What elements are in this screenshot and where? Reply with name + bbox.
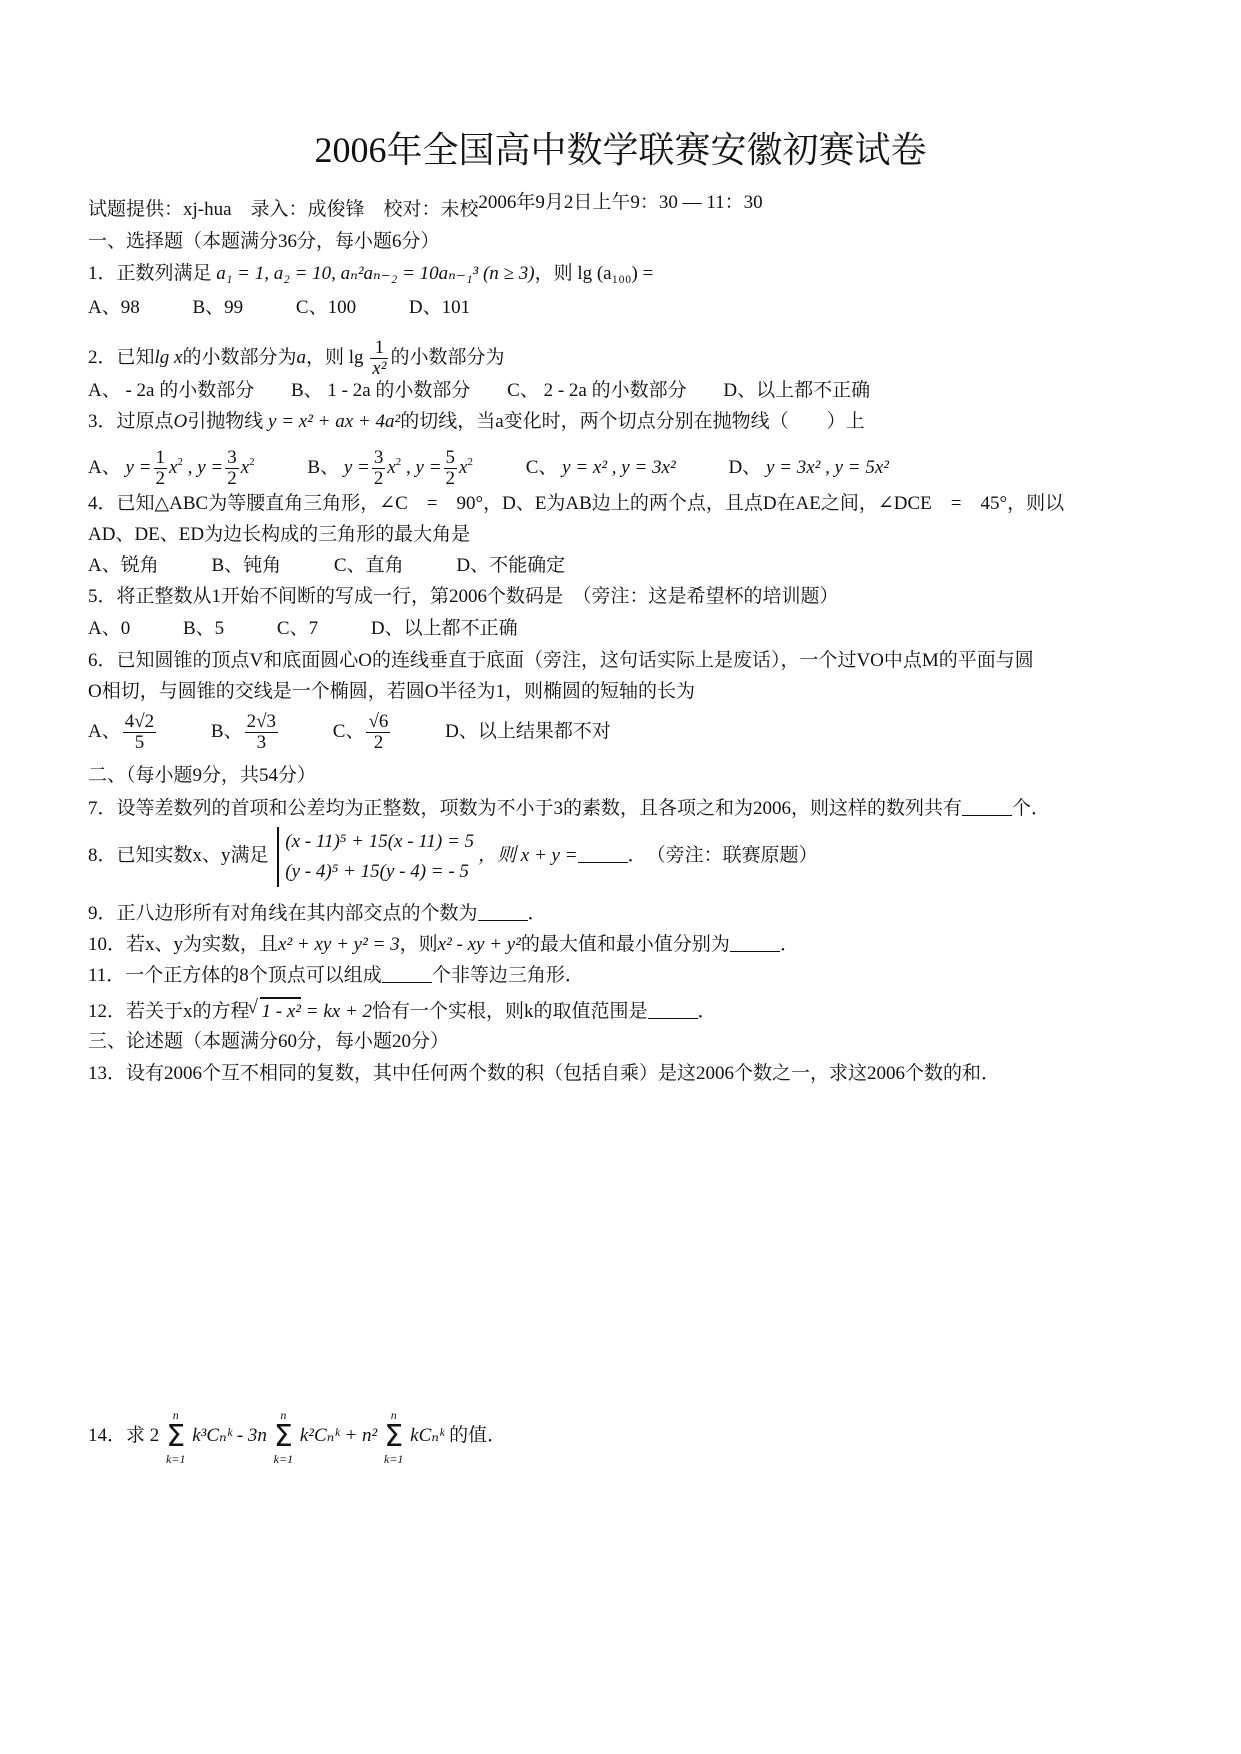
- question-6: 6．已知圆锥的顶点V和底面圆心O的连线垂直于底面（旁注，这句话实际上是废话），一个过VO中点M的平面与圆: [88, 650, 1034, 671]
- question-10: 10．若x、y为实数，且x² + xy + y² = 3，则x² - xy + y²的最大值和最小值分别为 ．: [88, 934, 799, 955]
- q6-options: [88, 712, 659, 753]
- q4-options: [88, 553, 613, 579]
- question-7: 7．设等差数列的首项和公差均为正整数，项数为不小于3的素数，且各项之和为2006，则这样的数列共有 个．: [88, 798, 1051, 819]
- q1-option-b: B、99: [192, 297, 244, 318]
- q1-option-c: C、100: [295, 297, 357, 318]
- q2-options: [88, 378, 918, 404]
- q3-option-b: B、 y = $\frac{3}{2}$ $x^2$ , y = $\frac{5}{2}$ $x^2$: [307, 447, 473, 490]
- q5-option-b: B、5: [182, 618, 225, 639]
- summation-icon: n Σ k=1: [166, 1407, 186, 1466]
- q5-option-c: C、7: [276, 618, 319, 639]
- exam-time: 2006年9月2日上午9：30 — 11：30: [478, 192, 763, 213]
- question-9: 9．正八边形所有对角线在其内部交点的个数为 ．: [88, 903, 547, 924]
- section-heading-1: 一、选择题（本题满分36分，每小题6分）: [88, 231, 440, 252]
- question-6-cont: O相切，与圆锥的交线是一个椭圆，若圆O半径为1，则椭圆的短轴的长为: [88, 681, 695, 702]
- question-11: 11．一个正方体的8个顶点可以组成 个非等边三角形．: [88, 965, 584, 986]
- q4-option-a: A、锐角: [88, 555, 159, 576]
- section-heading-3: 三、论述题（本题满分60分，每小题20分）: [88, 1031, 450, 1052]
- question-3: 3．过原点O引抛物线 y = x² + ax + 4a²的切线，当a变化时，两个切点分别在抛物线（ ）上: [88, 411, 865, 432]
- q2-option-a: A、 - 2a 的小数部分: [88, 380, 255, 401]
- q1-option-d: D、101: [408, 297, 471, 318]
- answer-blank[interactable]: [962, 797, 1012, 816]
- section-heading-2: 二、（每小题9分，共54分）: [88, 765, 317, 786]
- sqrt-symbol: √ 1 - x²: [260, 997, 301, 1025]
- q2-fraction: $\frac{1}{\text{x²}}$: [372, 337, 387, 379]
- q6-option-a: A、 $\frac{4√2}{5}$: [88, 711, 155, 754]
- q3-option-d: D、 y = 3x² , y = 5x²: [728, 457, 889, 478]
- summation-icon: n Σ k=1: [383, 1407, 404, 1466]
- question-4: 4．已知△ABC为等腰直角三角形，∠C = 90°，D、E为AB边上的两个点，且点D在AE之间，∠DCE = 45°，则以: [88, 493, 1065, 514]
- question-2: 2．已知lg x的小数部分为a，则 lg $\frac{1}{\text{x²}}$ 的小数部分为: [88, 337, 505, 379]
- q2-option-b: B、 1 - 2a 的小数部分: [290, 380, 471, 401]
- q6-option-d: D、以上结果都不对: [445, 721, 611, 742]
- q3-parabola: y = x² + ax + 4a²: [268, 411, 401, 432]
- q2-option-c: C、 2 - 2a 的小数部分: [507, 380, 687, 401]
- q4-option-c: C、直角: [333, 555, 404, 576]
- q1-option-a: A、98: [88, 297, 140, 318]
- summation-icon: n Σ k=1: [273, 1407, 294, 1466]
- q6-option-b: B、 $\frac{2√3}{3}$: [210, 711, 277, 754]
- q8-equation-system: (x - 11)⁵ + 15(x - 11) = 5 (y - 4)⁵ + 15(y - 4) = - 5: [277, 827, 474, 887]
- q5-option-a: A、0: [88, 618, 131, 639]
- q4-option-b: B、钝角: [211, 555, 282, 576]
- q3-options: [88, 448, 937, 489]
- answer-blank[interactable]: [648, 1000, 698, 1019]
- q1-condition: a₁ = 1, a₂ = 10, aₙ²aₙ₋₂ = 10aₙ₋₁³ (n ≥ 3): [216, 263, 535, 284]
- question-13: 13．设有2006个互不相同的复数，其中任何两个数的积（包括自乘）是这2006个数之一，求这2006个数的和．: [88, 1063, 1001, 1084]
- question-8: 8．已知实数x、y满足 (x - 11)⁵ + 15(x - 11) = 5 (y - 4)⁵ + 15(y - 4) = - 5 ，则 x + y = ． （旁注：联赛原题）: [88, 826, 818, 887]
- answer-blank[interactable]: [578, 844, 628, 863]
- question-1: 1．正数列满足 a₁ = 1, a₂ = 10, aₙ²aₙ₋₂ = 10aₙ₋₁³ (n ≥ 3)，则 lg (a₁₀₀) =: [88, 263, 654, 284]
- q3-option-a: A、 y = $\frac{1}{2}$ $x^2$ , y = $\frac{3}{2}$ $x^2$: [88, 447, 255, 490]
- question-12: 12．若关于x的方程 √ 1 - x² = kx + 2恰有一个实根，则k的取值范围是 ．: [88, 997, 717, 1025]
- q6-option-c: C、 $\frac{√6}{2}$: [332, 711, 389, 754]
- q5-option-d: D、以上都不正确: [370, 618, 518, 639]
- q3-option-c: C、 y = x² , y = 3x²: [525, 457, 676, 478]
- question-4-cont: AD、DE、ED为边长构成的三角形的最大角是: [88, 524, 471, 545]
- answer-blank[interactable]: [382, 964, 432, 983]
- credits: 试题提供：xj-hua 录入：成俊锋 校对：未校: [88, 199, 479, 220]
- answer-blank[interactable]: [478, 902, 528, 921]
- q1-options: [88, 295, 518, 321]
- page-title: 2006年全国高中数学联赛安徽初赛试卷: [314, 130, 927, 170]
- q2-option-d: D、以上都不正确: [723, 380, 871, 401]
- answer-blank[interactable]: [730, 933, 780, 952]
- question-14: 14．求 2 n Σ k=1 k³Cₙᵏ - 3n n Σ k=1 k²Cₙᵏ + n² n Σ k=1 kCₙᵏ 的值．: [88, 1407, 507, 1466]
- q4-option-d: D、不能确定: [456, 555, 566, 576]
- question-5: 5．将正整数从1开始不间断的写成一行，第2006个数码是 （旁注：这是希望杯的培训题）: [88, 586, 839, 607]
- q5-options: [88, 616, 566, 642]
